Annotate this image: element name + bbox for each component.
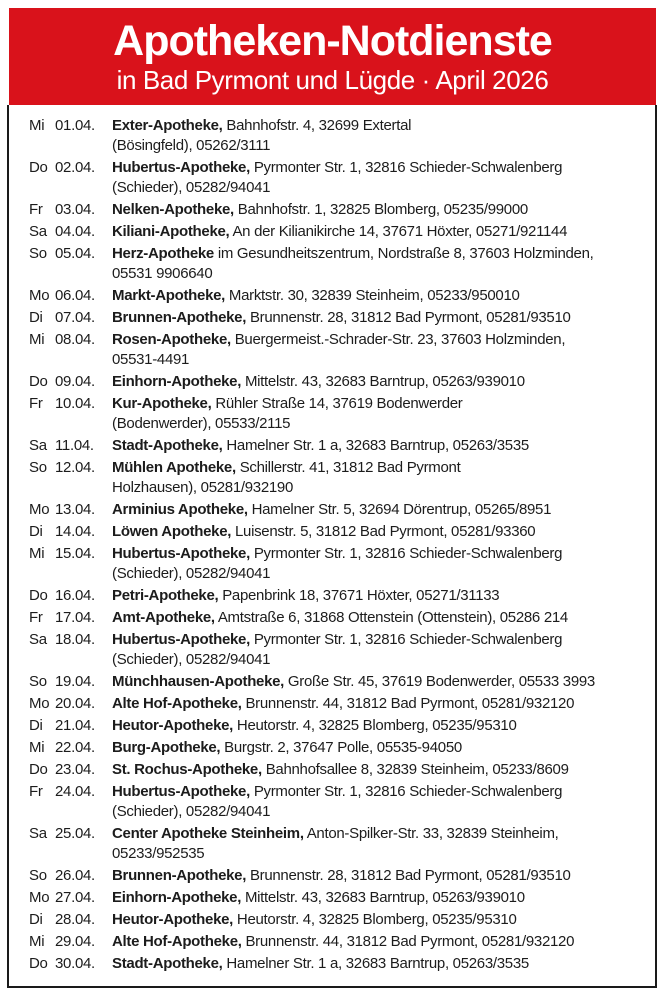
- entry-continuation: (Bösingfeld), 05262/3111: [112, 137, 271, 154]
- pharmacy-name: Heutor-Apotheke,: [112, 911, 234, 928]
- page-title: Apotheken-Notdienste: [113, 17, 552, 65]
- list-item: [29, 522, 641, 542]
- entry-continuation: (Schieder), 05282/94041: [112, 803, 271, 820]
- weekday-label: So: [29, 245, 47, 262]
- entry-continuation: Holzhausen), 05281/932190: [112, 479, 293, 496]
- list-item: [29, 308, 641, 328]
- list-item: [29, 500, 641, 520]
- list-item: [29, 608, 641, 628]
- entry-details: Hamelner Str. 1 a, 32683 Barntrup, 05263/3535: [222, 437, 529, 454]
- weekday-label: Mo: [29, 287, 50, 304]
- list-item: [29, 672, 641, 692]
- entry-continuation: (Schieder), 05282/94041: [112, 179, 271, 196]
- weekday-label: Do: [29, 159, 48, 176]
- entry-text: [112, 824, 641, 864]
- entry-text: [112, 694, 641, 714]
- date-label: 25.04.: [55, 825, 95, 842]
- date-label: 30.04.: [55, 955, 95, 972]
- entry-details: Amtstraße 6, 31868 Ottenstein (Ottenstein), 05286 214: [214, 609, 568, 626]
- list-item: [29, 244, 641, 284]
- pharmacy-name: Stadt-Apotheke,: [112, 437, 223, 454]
- pharmacy-name: St. Rochus-Apotheke,: [112, 761, 262, 778]
- entry-details: Pyrmonter Str. 1, 32816 Schieder-Schwalenberg: [249, 545, 563, 562]
- list-item: [29, 286, 641, 306]
- list-item: [29, 458, 641, 498]
- weekday-label: Di: [29, 309, 43, 326]
- list-item: [29, 436, 641, 456]
- list-item: [29, 586, 641, 606]
- list-item: [29, 910, 641, 930]
- weekday-label: Di: [29, 717, 43, 734]
- header-banner: [9, 8, 656, 105]
- weekday-label: Sa: [29, 825, 47, 842]
- pharmacy-name: Mühlen Apotheke,: [112, 459, 236, 476]
- entry-details: Mittelstr. 43, 32683 Barntrup, 05263/939010: [241, 889, 525, 906]
- list-item: [29, 866, 641, 886]
- list-item: [29, 200, 641, 220]
- list-item: [29, 222, 641, 242]
- entry-text: [112, 500, 641, 520]
- entry-text: [112, 222, 641, 242]
- pharmacy-name: Nelken-Apotheke,: [112, 201, 234, 218]
- entry-details: Papenbrink 18, 37671 Höxter, 05271/31133: [218, 587, 500, 604]
- date-label: 27.04.: [55, 889, 95, 906]
- pharmacy-name: Exter-Apotheke,: [112, 117, 223, 134]
- entry-text: [112, 738, 641, 758]
- pharmacy-name: Brunnen-Apotheke,: [112, 309, 247, 326]
- pharmacy-name: Amt-Apotheke,: [112, 609, 215, 626]
- entry-details: Schillerstr. 41, 31812 Bad Pyrmont: [235, 459, 461, 476]
- list-item: [29, 158, 641, 198]
- weekday-label: Do: [29, 761, 48, 778]
- entry-details: Hamelner Str. 5, 32694 Dörentrup, 05265/8951: [247, 501, 552, 518]
- pharmacy-name: Brunnen-Apotheke,: [112, 867, 247, 884]
- entry-details: Pyrmonter Str. 1, 32816 Schieder-Schwalenberg: [249, 159, 563, 176]
- entry-details: Marktstr. 30, 32839 Steinheim, 05233/950010: [225, 287, 520, 304]
- date-label: 20.04.: [55, 695, 95, 712]
- weekday-label: Fr: [29, 609, 43, 626]
- pharmacy-name: Herz-Apotheke: [112, 245, 214, 262]
- pharmacy-name: Alte Hof-Apotheke,: [112, 933, 242, 950]
- weekday-label: Fr: [29, 201, 43, 218]
- list-item: [29, 394, 641, 434]
- pharmacy-name: Petri-Apotheke,: [112, 587, 219, 604]
- weekday-label: Mo: [29, 501, 50, 518]
- entry-text: [112, 932, 641, 952]
- pharmacy-name: Center Apotheke Steinheim,: [112, 825, 304, 842]
- entry-text: [112, 888, 641, 908]
- entry-details: Rühler Straße 14, 37619 Bodenwerder: [211, 395, 463, 412]
- pharmacy-name: Hubertus-Apotheke,: [112, 631, 250, 648]
- entry-text: [112, 458, 641, 498]
- pharmacy-name: Einhorn-Apotheke,: [112, 373, 242, 390]
- date-label: 03.04.: [55, 201, 95, 218]
- entry-text: [112, 716, 641, 736]
- date-label: 26.04.: [55, 867, 95, 884]
- entry-text: [112, 116, 641, 156]
- entry-details: Mittelstr. 43, 32683 Barntrup, 05263/939010: [241, 373, 525, 390]
- entry-text: [112, 308, 641, 328]
- pharmacy-name: Heutor-Apotheke,: [112, 717, 234, 734]
- entry-details: Heutorstr. 4, 32825 Blomberg, 05235/95310: [233, 717, 517, 734]
- date-label: 04.04.: [55, 223, 95, 240]
- entry-text: [112, 394, 641, 434]
- weekday-label: Mi: [29, 331, 45, 348]
- pharmacy-name: Hubertus-Apotheke,: [112, 545, 250, 562]
- date-label: 16.04.: [55, 587, 95, 604]
- list-item: [29, 544, 641, 584]
- date-label: 08.04.: [55, 331, 95, 348]
- date-label: 01.04.: [55, 117, 95, 134]
- date-label: 07.04.: [55, 309, 95, 326]
- date-label: 15.04.: [55, 545, 95, 562]
- list-item: [29, 716, 641, 736]
- date-label: 21.04.: [55, 717, 95, 734]
- entry-text: [112, 910, 641, 930]
- weekday-label: Di: [29, 911, 43, 928]
- entry-details: Anton-Spilker-Str. 33, 32839 Steinheim,: [303, 825, 559, 842]
- date-label: 11.04.: [55, 437, 94, 454]
- pharmacy-name: Kur-Apotheke,: [112, 395, 212, 412]
- list-item: [29, 824, 641, 864]
- date-label: 09.04.: [55, 373, 95, 390]
- weekday-label: Di: [29, 523, 43, 540]
- entry-details: Bahnhofstr. 1, 32825 Blomberg, 05235/99000: [233, 201, 528, 218]
- list-item: [29, 694, 641, 714]
- entry-details: Brunnenstr. 28, 31812 Bad Pyrmont, 05281/93510: [246, 309, 571, 326]
- entry-text: [112, 244, 641, 284]
- date-label: 05.04.: [55, 245, 95, 262]
- date-label: 28.04.: [55, 911, 95, 928]
- entry-details: Hamelner Str. 1 a, 32683 Barntrup, 05263/3535: [222, 955, 529, 972]
- date-label: 12.04.: [55, 459, 95, 476]
- weekday-label: So: [29, 459, 47, 476]
- entry-text: [112, 672, 641, 692]
- date-label: 22.04.: [55, 739, 95, 756]
- entry-details: An der Kilianikirche 14, 37671 Höxter, 05271/921144: [229, 223, 568, 240]
- page-subtitle: in Bad Pyrmont und Lügde · April 2026: [116, 65, 549, 95]
- date-label: 14.04.: [55, 523, 95, 540]
- entry-details: Buergermeist.-Schrader-Str. 23, 37603 Holzminden,: [230, 331, 566, 348]
- entry-text: [112, 286, 641, 306]
- pharmacy-name: Stadt-Apotheke,: [112, 955, 223, 972]
- date-label: 24.04.: [55, 783, 95, 800]
- pharmacy-name: Münchhausen-Apotheke,: [112, 673, 285, 690]
- entry-continuation: (Schieder), 05282/94041: [112, 565, 271, 582]
- date-label: 13.04.: [55, 501, 95, 518]
- pharmacy-name: Kiliani-Apotheke,: [112, 223, 230, 240]
- entry-details: Heutorstr. 4, 32825 Blomberg, 05235/95310: [233, 911, 517, 928]
- weekday-label: Do: [29, 587, 48, 604]
- weekday-label: Do: [29, 373, 48, 390]
- date-label: 02.04.: [55, 159, 95, 176]
- date-label: 10.04.: [55, 395, 95, 412]
- pharmacy-name: Einhorn-Apotheke,: [112, 889, 242, 906]
- entry-text: [112, 630, 641, 670]
- entry-details: Luisenstr. 5, 31812 Bad Pyrmont, 05281/93360: [231, 523, 536, 540]
- pharmacy-name: Hubertus-Apotheke,: [112, 159, 250, 176]
- pharmacy-name: Löwen Apotheke,: [112, 523, 232, 540]
- entry-continuation: 05233/952535: [112, 845, 205, 862]
- pharmacy-name: Arminius Apotheke,: [112, 501, 248, 518]
- pharmacy-name: Markt-Apotheke,: [112, 287, 226, 304]
- entry-continuation: (Bodenwerder), 05533/2115: [112, 415, 291, 432]
- entry-text: [112, 586, 641, 606]
- entry-text: [112, 372, 641, 392]
- weekday-label: Mi: [29, 117, 45, 134]
- list-item: [29, 630, 641, 670]
- weekday-label: Fr: [29, 395, 43, 412]
- list-item: [29, 954, 641, 974]
- list-item: [29, 888, 641, 908]
- weekday-label: Mi: [29, 545, 45, 562]
- weekday-label: Mi: [29, 739, 45, 756]
- date-label: 06.04.: [55, 287, 95, 304]
- entry-text: [112, 866, 641, 886]
- entry-text: [112, 760, 641, 780]
- pharmacy-name: Hubertus-Apotheke,: [112, 783, 250, 800]
- entry-details: Burgstr. 2, 37647 Polle, 05535-94050: [220, 739, 462, 756]
- weekday-label: Fr: [29, 783, 43, 800]
- entry-continuation: 05531 9906640: [112, 265, 213, 282]
- list-item: [29, 932, 641, 952]
- entry-text: [112, 782, 641, 822]
- entry-details: Brunnenstr. 44, 31812 Bad Pyrmont, 05281/932120: [241, 933, 575, 950]
- list-item: [29, 760, 641, 780]
- weekday-label: Mi: [29, 933, 45, 950]
- date-label: 19.04.: [55, 673, 95, 690]
- list-item: [29, 330, 641, 370]
- entry-details: Brunnenstr. 28, 31812 Bad Pyrmont, 05281/93510: [246, 867, 571, 884]
- entry-details: im Gesundheitszentrum, Nordstraße 8, 37603 Holzminden,: [213, 245, 594, 262]
- entry-text: [112, 954, 641, 974]
- entry-details: Große Str. 45, 37619 Bodenwerder, 05533 3993: [284, 673, 595, 690]
- weekday-label: Mo: [29, 695, 50, 712]
- pharmacy-name: Burg-Apotheke,: [112, 739, 221, 756]
- pharmacy-name: Rosen-Apotheke,: [112, 331, 231, 348]
- entry-text: [112, 608, 641, 628]
- entry-continuation: (Schieder), 05282/94041: [112, 651, 271, 668]
- date-label: 29.04.: [55, 933, 95, 950]
- entry-details: Pyrmonter Str. 1, 32816 Schieder-Schwalenberg: [249, 631, 563, 648]
- date-label: 18.04.: [55, 631, 95, 648]
- weekday-label: Sa: [29, 223, 47, 240]
- date-label: 23.04.: [55, 761, 95, 778]
- date-label: 17.04.: [55, 609, 95, 626]
- entry-text: [112, 436, 641, 456]
- entry-text: [112, 544, 641, 584]
- entry-details: Brunnenstr. 44, 31812 Bad Pyrmont, 05281/932120: [241, 695, 575, 712]
- entry-continuation: 05531-4491: [112, 351, 190, 368]
- entry-details: Bahnhofsallee 8, 32839 Steinheim, 05233/8609: [261, 761, 569, 778]
- weekday-label: Mo: [29, 889, 50, 906]
- entry-text: [112, 200, 641, 220]
- weekday-label: So: [29, 673, 47, 690]
- weekday-label: Do: [29, 955, 48, 972]
- entry-details: Pyrmonter Str. 1, 32816 Schieder-Schwalenberg: [249, 783, 563, 800]
- entry-text: [112, 158, 641, 198]
- pharmacy-name: Alte Hof-Apotheke,: [112, 695, 242, 712]
- entry-details: Bahnhofstr. 4, 32699 Extertal: [222, 117, 412, 134]
- entry-text: [112, 330, 641, 370]
- list-item: [29, 738, 641, 758]
- list-item: [29, 782, 641, 822]
- list-item: [29, 116, 641, 156]
- entry-text: [112, 522, 641, 542]
- duty-list: [7, 105, 657, 988]
- weekday-label: Sa: [29, 631, 47, 648]
- list-item: [29, 372, 641, 392]
- weekday-label: Sa: [29, 437, 47, 454]
- page: [0, 8, 665, 1000]
- weekday-label: So: [29, 867, 47, 884]
